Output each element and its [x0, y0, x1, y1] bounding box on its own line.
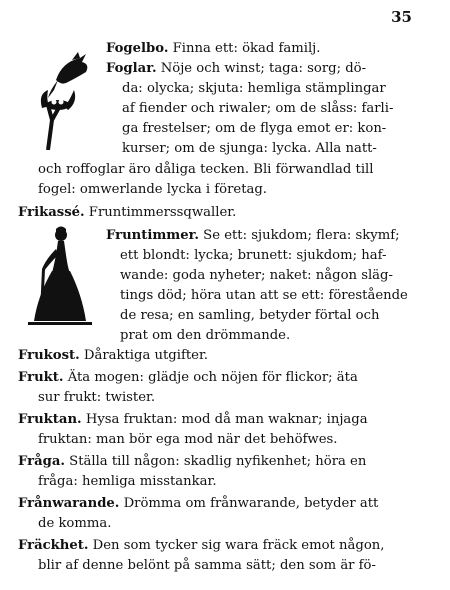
woman-silhouette-icon [28, 225, 92, 330]
entry-text: kurser; om de sjunga: lycka. Alla natt- [122, 141, 377, 156]
entry-line [122, 139, 377, 159]
entry-text: Hysa fruktan: mod då man waknar; injaga [81, 412, 368, 427]
entry-text: Nöje och winst; taga: sorg; dö- [156, 61, 367, 76]
entry-text: de resa; en samling, betyder förtal och [120, 308, 380, 323]
bird-nest-icon [28, 50, 92, 150]
entry-text: Den som tycker sig wara fräck emot någon, [88, 538, 385, 553]
headword: Frukt. [18, 370, 64, 385]
entry-text: fruktan: man bör ega mod när det behöfwes. [38, 432, 338, 447]
entry-text: Finna ett: ökad familj. [168, 41, 321, 56]
entry-text: ga frestelser; om de flyga emot er: kon- [122, 121, 387, 136]
headword: Fråga. [18, 454, 65, 469]
entry-text: blir af denne belönt på samma sätt; den som är fö- [38, 558, 376, 573]
entry-foglar [106, 59, 366, 79]
entry-text: prat om den drömmande. [120, 328, 291, 343]
entry-line [122, 99, 393, 119]
entry-line [120, 246, 386, 266]
entry-text: Se ett: sjukdom; flera: skymf; [198, 228, 400, 243]
entry-line [120, 306, 379, 326]
entry-text: af fiender och riwaler; om de slåss: farli- [122, 101, 394, 116]
entry-text: wande: goda nyheter; naket: någon släg- [120, 268, 393, 283]
entry-line [122, 79, 386, 99]
entry-text: de komma. [38, 516, 112, 531]
entry-text: Dåraktiga utgifter. [79, 348, 208, 363]
entry-frukost [18, 346, 208, 366]
entry-text: och roffoglar äro dåliga tecken. Bli förwandlad till [38, 162, 374, 177]
entry-line [38, 556, 376, 576]
entry-line [38, 388, 155, 408]
entry-franwarande [18, 494, 378, 514]
headword: Fruktan. [18, 412, 82, 427]
headword: Frikassé. [18, 205, 85, 220]
entry-line [120, 266, 393, 286]
entry-fruntimmer [106, 226, 400, 246]
entry-line [38, 472, 217, 492]
entry-line [38, 514, 111, 534]
entry-text: fråga: hemliga misstankar. [38, 474, 217, 489]
entry-text: tings död; höra utan att se ett: förestående [120, 288, 408, 303]
page-number: 35 [391, 8, 412, 26]
entry-fraga [18, 452, 366, 472]
entry-line [38, 160, 373, 180]
headword: Fruntimmer. [106, 228, 199, 243]
entry-text: fogel: omwerlande lycka i företag. [38, 182, 268, 197]
entry-line [122, 119, 386, 139]
entry-text: Äta mogen: glädje och nöjen för flickor; äta [63, 370, 358, 385]
headword: Fogelbo. [106, 41, 169, 56]
entry-frukt [18, 368, 358, 388]
entry-text: ett blondt: lycka; brunett: sjukdom; haf- [120, 248, 387, 263]
entry-line [120, 326, 290, 346]
entry-fruktan [18, 410, 368, 430]
entry-fogelbo [106, 39, 320, 59]
entry-text: Fruntimmerssqwaller. [84, 205, 237, 220]
entry-frikasse [18, 203, 236, 223]
headword: Frånwarande. [18, 496, 120, 511]
entry-text: da: olycka; skjuta: hemliga stämplingar [122, 81, 386, 96]
entry-line [38, 180, 267, 200]
entry-frackhet [18, 536, 384, 556]
headword: Foglar. [106, 61, 157, 76]
headword: Frukost. [18, 348, 80, 363]
entry-line [120, 286, 408, 306]
entry-text: Drömma om frånwarande, betyder att [119, 496, 379, 511]
entry-text: sur frukt: twister. [38, 390, 156, 405]
entry-text: Ställa till någon: skadlig nyfikenhet; höra en [64, 454, 367, 469]
headword: Fräckhet. [18, 538, 89, 553]
entry-line [38, 430, 337, 450]
